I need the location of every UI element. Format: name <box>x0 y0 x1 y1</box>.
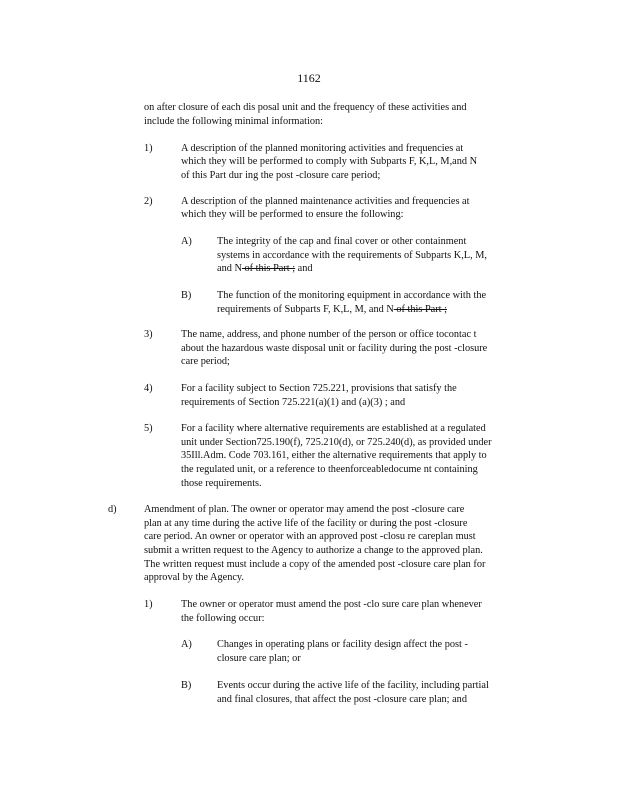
item-5-line: those requirements. <box>181 478 262 489</box>
item-2a-line: systems in accordance with the requirements of Subparts K,L, M, <box>217 250 487 261</box>
item-1-line: which they will be performed to comply with Subparts F, K,L, M,and N <box>181 156 478 167</box>
item-d-line: submit a written request to the Agency to authorize a change to the approved plan. <box>144 545 483 556</box>
item-3-line: about the hazardous waste disposal unit or facility during the post -closure <box>181 343 488 354</box>
item-4-line: For a facility subject to Section 725.221, provisions that satisfy the <box>181 383 457 394</box>
item-2b-label: B) <box>181 290 192 301</box>
item-2b-line: The function of the monitoring equipment in accordance with the <box>217 290 487 301</box>
intro-line: include the following minimal information: <box>144 116 324 127</box>
item-1-line: of this Part dur ing the post -closure care period; <box>181 170 381 181</box>
deleted-text: of this Part ; <box>393 304 447 315</box>
text-segment: and <box>295 263 313 274</box>
item-d1b-line: Events occur during the active life of the facility, including partial <box>217 680 489 691</box>
item-3-line: care period; <box>181 356 230 367</box>
item-1-line: A description of the planned monitoring activities and frequencies at <box>181 143 464 154</box>
item-d1-label: 1) <box>144 599 153 610</box>
item-d1a-line: closure care plan; or <box>217 653 301 664</box>
item-d-line: approval by the Agency. <box>144 572 244 583</box>
item-4-line: requirements of Section 725.221(a)(1) and (a)(3) ; and <box>181 397 406 408</box>
item-d-line: The written request must include a copy of the amended post -closure care plan for <box>144 559 486 570</box>
item-3-label: 3) <box>144 329 153 340</box>
text-segment: requirements of Subparts F, K,L, M, and N <box>217 304 394 315</box>
item-d1b-label: B) <box>181 680 192 691</box>
item-3-line: The name, address, and phone number of the person or office tocontac t <box>181 329 477 340</box>
item-1-label: 1) <box>144 143 153 154</box>
item-2-label: 2) <box>144 196 153 207</box>
item-2-line: A description of the planned maintenance activities and frequencies at <box>181 196 470 207</box>
item-d1a-line: Changes in operating plans or facility design affect the post - <box>217 639 468 650</box>
text-segment: and N <box>217 263 242 274</box>
item-d1b-line: and final closures, that affect the post -closure care plan; and <box>217 694 467 705</box>
page-number: 1162 <box>297 71 321 85</box>
item-2a-line: The integrity of the cap and final cover or other containment <box>217 236 467 247</box>
item-5-line: the regulated unit, or a reference to theenforceabledocume nt containing <box>181 464 478 475</box>
item-d-line: plan at any time during the active life of the facility or during the post -closure <box>144 518 468 529</box>
item-d-line: care period. An owner or operator with an approved post -closu re careplan must <box>144 531 476 542</box>
item-d1a-label: A) <box>181 639 192 650</box>
item-4-label: 4) <box>144 383 153 394</box>
deleted-text: of this Part ; <box>241 263 296 274</box>
item-5-line: For a facility where alternative requirements are established at a regulated <box>181 423 486 434</box>
item-d1-line: The owner or operator must amend the post -clo sure care plan whenever <box>181 599 482 610</box>
intro-line: on after closure of each dis posal unit and the frequency of these activities and <box>144 102 467 113</box>
item-2a-line <box>217 262 313 276</box>
item-2-line: which they will be performed to ensure the following: <box>181 209 404 220</box>
item-5-line: 35Ill.Adm. Code 703.161, either the alternative requirements that apply to <box>181 450 487 461</box>
item-5-line: unit under Section725.190(f), 725.210(d), or 725.240(d), as provided under <box>181 437 492 448</box>
item-2a-label: A) <box>181 236 192 247</box>
item-2b-line <box>217 303 447 317</box>
item-d-line: Amendment of plan. The owner or operator may amend the post -closure care <box>144 504 465 515</box>
item-d-label: d) <box>108 504 117 515</box>
item-d1-line: the following occur: <box>181 613 265 624</box>
item-5-label: 5) <box>144 423 153 434</box>
